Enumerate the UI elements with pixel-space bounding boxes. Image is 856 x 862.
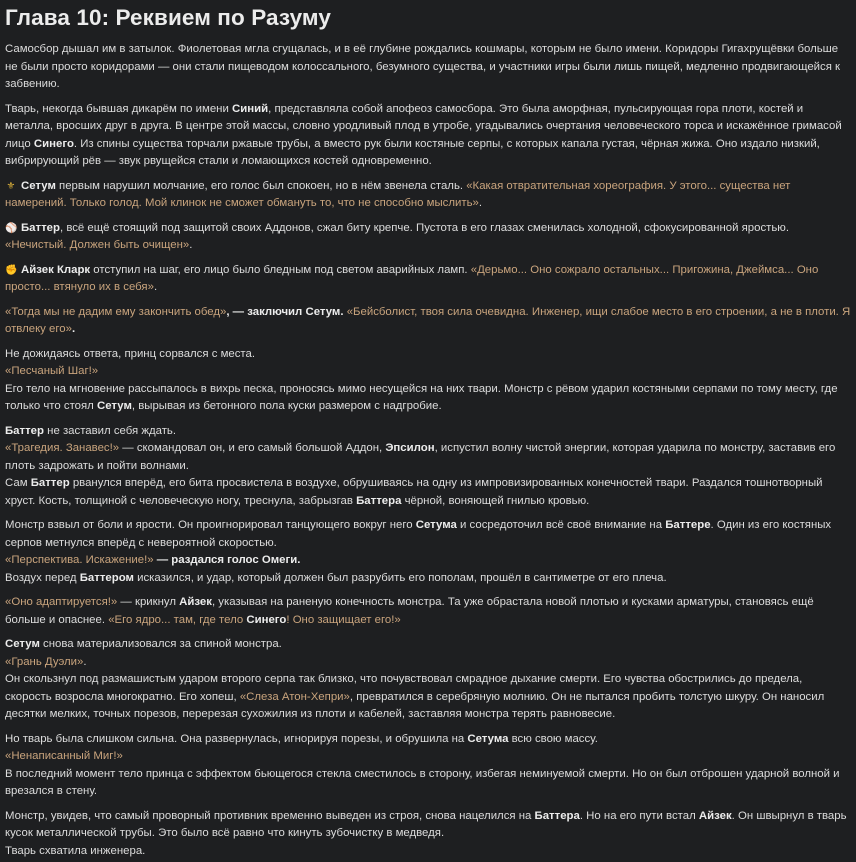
paragraph-2 [5, 101, 851, 171]
quote: «Трагедия. Занавес!» [5, 442, 120, 454]
text: , превратился в серебряную молнию. Он не пытался пробить толстую шкуру. Он наносил десятки мелких, точных порезов, перерезая сухожилия из плоти и кабелей, заставляя монстра терять равновесие. [5, 690, 825, 720]
quote: «Его ядро... там, где тело [108, 613, 247, 626]
quote: «Бейсболист, твоя сила очевидна. Инженер, ищи слабое место в его строении, а не в плоти. Я отвлеку его» [5, 305, 851, 335]
quote: «Грань Дуэли» [5, 655, 84, 668]
text: Тварь, некогда бывшая дикарём по имени [5, 102, 233, 115]
text: . [297, 554, 301, 566]
text: первым нарушил молчание, его голос был спокоен, но в нём звенела сталь. [55, 179, 467, 192]
text: Монстр взвыл от боли и ярости. Он проигнорировал танцующего вокруг него [5, 519, 416, 531]
character-name: Баттером [79, 571, 134, 584]
character-name: Айзек [179, 596, 212, 608]
text: . [189, 239, 193, 251]
character-name: Сетума [415, 519, 457, 531]
character-name: Баттер [21, 221, 60, 234]
text: чёрной, воняющей гнилью кровью. [401, 494, 590, 507]
text: и сосредоточил всё своё внимание на [456, 519, 666, 531]
text: . [340, 305, 347, 318]
text: , всё ещё стоящий под защитой своих Аддонов, сжал биту крепче. Пустота в его глазах сменилась холодной, сфокусированной яростью. [59, 221, 790, 234]
text: , указывая на раненую конечность монстра. Та уже обрастала новой плотью и кусками арматуры, становясь ещё больше и опаснее. [5, 596, 814, 626]
text: — скомандовал он, и его самый большой Аддон, [119, 442, 386, 454]
text-line [5, 381, 851, 416]
text: . Один из его костяных серпов метнулся вперёд с невероятной скоростью. [5, 519, 832, 549]
text: снова материализовался за спиной монстра. [39, 638, 282, 650]
text: . [71, 323, 76, 335]
text: исказился, и удар, который должен был разрубить его пополам, прошёл в сантиметре от его плеча. [133, 571, 667, 584]
paragraph-8 [5, 423, 851, 511]
character-name: Эпсилон [385, 442, 435, 454]
baseball-icon: ⚾ [5, 222, 18, 234]
chapter-title: Глава 10: Реквием по Разуму [5, 5, 331, 30]
text-line [5, 731, 851, 749]
quote: «Ненаписанный Миг!» [5, 750, 123, 762]
text: Монстр, увидев, что самый проворный противник временно выведен из строя, снова нацелился на [5, 809, 535, 822]
text-line [5, 636, 851, 654]
paragraph-12 [5, 731, 851, 801]
text: не заставил себя ждать. [43, 424, 177, 437]
quote: «Дерьмо... Оно сожрало остальных... Пригожина, Джеймса... Оно просто... втянуло их в себя» [5, 263, 819, 293]
text-line: В последний момент тело принца с эффектом бьющегося стекла сместилось в сторону, избегая неминуемой смерти. Но он был отброшен ударной волной и врезался в стену. [5, 767, 840, 797]
fist-icon: ✊ [5, 264, 18, 276]
text: . Из спины существа торчали ржавые трубы, а вместо рук были костяные серпы, с которых капала густая, чёрная жижа. Оно издало низкий, вибрирующий рёв — звук рвущейся стали и ломающихся костей одновременно. [5, 137, 820, 167]
paragraph-7 [5, 346, 851, 416]
text: Воздух перед [5, 571, 80, 584]
character-name: Омеги [261, 554, 298, 566]
text: . [83, 655, 87, 668]
text-line [5, 517, 851, 552]
text-line [5, 440, 851, 475]
paragraph-5 [5, 262, 851, 297]
paragraph-10 [5, 594, 851, 629]
text: рванулся вперёд, его бита просвистела в воздухе, обрушиваясь на одну из импровизированных конечностей твари. Раздался тошнотворный хруст. Кость, толщиной с человеческую ногу, треснула, забрызгав [5, 477, 823, 507]
text: , испустил волну чистой энергии, которая ударила по монстру, заставив его плоть задрожать и пойти волнами. [5, 442, 836, 472]
text-line: Тварь схватила инженера. [5, 844, 146, 857]
character-name: Баттера [534, 809, 580, 822]
text: Он скользнул под размашистым ударом второго серпа так близко, что почувствовал смрадное дыхание смерти. Его чувства обострились до предела, скорость возросла многократно. Его хопеш, [5, 673, 803, 703]
text: всю свою массу. [508, 732, 598, 745]
character-name: Баттере [665, 519, 711, 531]
text-line [5, 475, 851, 510]
text-line [5, 423, 851, 441]
paragraph-1: Самосбор дышал им в затылок. Фиолетовая мгла сгущалась, и в её глубине рождались кошмары, которым не было имени. Коридоры Гигахрущёвки больше не были просто коридорами — они стали пищеводом колоссального, безумного существа, и участники игры были лишь пищей, медленно продвигающейся к забвению. [5, 43, 841, 90]
text-line [5, 570, 851, 588]
text: — крикнул [117, 596, 180, 608]
character-name: Баттера [356, 494, 402, 507]
text: , вырывая из бетонного пола куски размером с надгробие. [131, 400, 442, 412]
text: Его тело на мгновение рассыпалось в вихрь песка, проносясь мимо несущейся на них твари. Монстр с рёвом ударил костяными серпами по тому месту, где только что стоял [5, 382, 838, 412]
paragraph-4 [5, 220, 851, 255]
text-line [5, 654, 851, 672]
text-line: Не дожидаясь ответа, принц сорвался с места. [5, 347, 256, 360]
quote: «Оно адаптируется!» [5, 596, 118, 608]
character-name: Сетума [467, 732, 509, 745]
text: , — заключил [226, 305, 306, 318]
text: . Он швырнул в тварь кусок металлической трубы. Это было всё равно что кинуть зубочистку в медведя. [5, 809, 847, 839]
quote: «Нечистый. Должен быть очищен» [5, 239, 190, 251]
character-name: Айзек Кларк [21, 263, 91, 276]
paragraph-13 [5, 808, 851, 861]
paragraph-6 [5, 304, 851, 339]
text: . [478, 197, 483, 209]
character-name: Синего [246, 613, 287, 626]
quote: «Тогда мы не дадим ему закончить обед» [5, 305, 227, 318]
character-name: Баттер [5, 424, 44, 437]
quote: «Песчаный Шаг!» [5, 365, 99, 377]
text: Но тварь была слишком сильна. Она развернулась, игнорируя порезы, и обрушила на [5, 732, 468, 745]
paragraph-9 [5, 517, 851, 587]
text: Сам [5, 477, 31, 489]
text: , представляла собой апофеоз самосбора. Это была аморфная, пульсирующая гора плоти, костей и металла, вросших друг в друга. В центре этой массы, словно уродливый плод в утробе, угадывались очертания человеческого торса и искажённое гримасой лицо [5, 102, 842, 150]
text: отступил на шаг, его лицо было бледным под светом аварийных ламп. [90, 263, 471, 276]
quote: «Перспектива. Искажение!» [5, 554, 154, 566]
character-name: Айзек [698, 809, 732, 822]
character-name: Баттер [30, 477, 70, 489]
text: . [153, 281, 158, 293]
text-line [5, 671, 851, 724]
quote: «Какая отвратительная хореография. У этого... существа нет намерений. Только голод. Мой клинок не сможет обмануть то, что не способно мыслить» [5, 179, 791, 209]
character-name: Сетум [5, 638, 40, 650]
character-name: Синего [33, 137, 74, 150]
quote: «Слеза Атон-Хепри» [239, 690, 350, 703]
character-name: Сетум [305, 305, 341, 318]
text-line [5, 808, 851, 843]
character-name: Синий [232, 102, 269, 115]
paragraph-3 [5, 178, 851, 213]
text: . Но на его пути встал [579, 809, 699, 822]
text-line [5, 552, 851, 570]
quote: ! Оно защищает его!» [286, 613, 401, 626]
character-name: Сетум [21, 179, 56, 192]
text: — раздался голос [153, 554, 262, 566]
paragraph-11 [5, 636, 851, 724]
character-name: Сетум [97, 400, 132, 412]
fleur-de-lis-icon: ⚜ [6, 180, 16, 192]
